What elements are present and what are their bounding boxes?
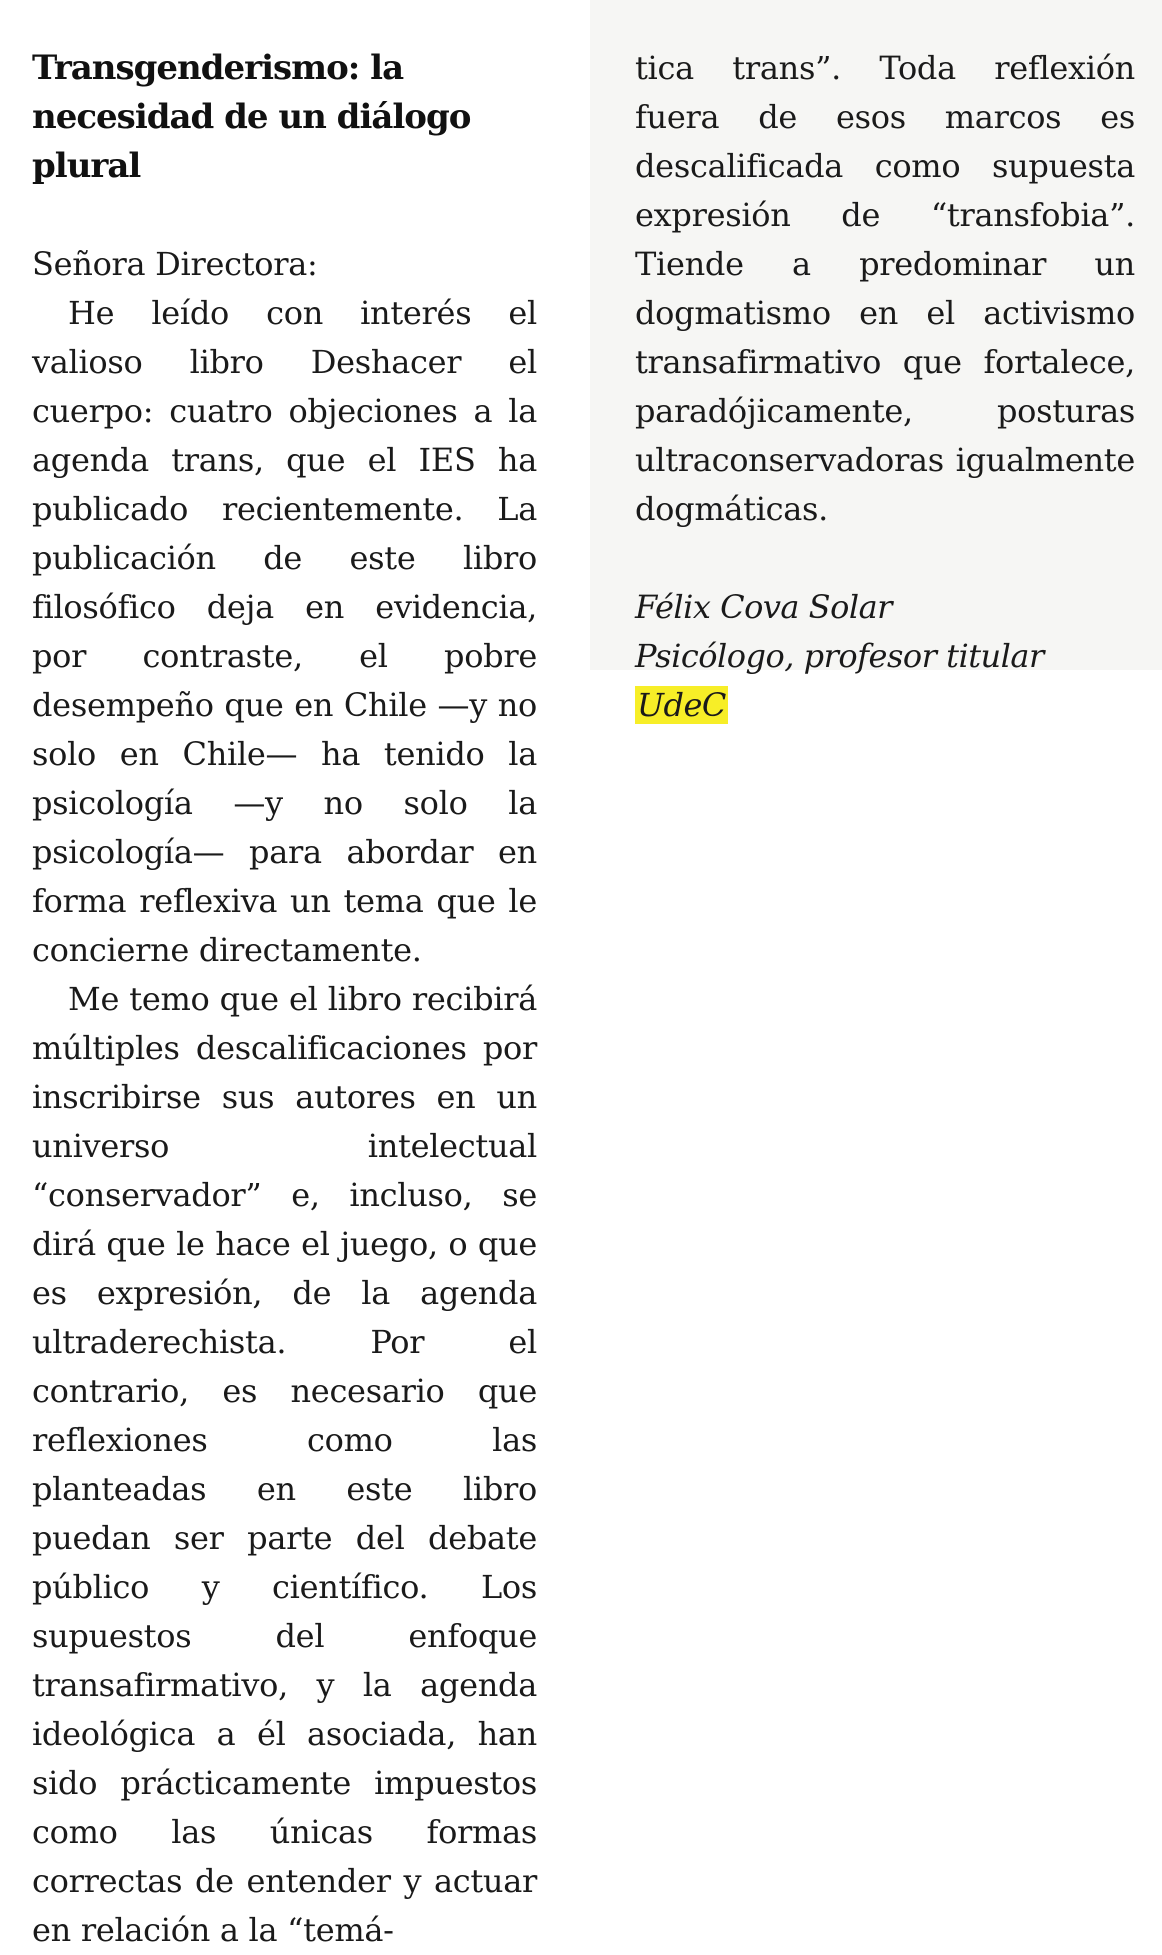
- author-name: Félix Cova Solar: [635, 588, 892, 626]
- paragraph-2-continued: tica trans”. Toda reflexión fuera de esos marcos es descalificada como supuesta expresión de “transfobia”. Tiende a predominar un dogmatismo en el activismo transafirmativo que fortalece, paradójicamente, posturas ultraconservadoras igualmente dogmáticas.: [635, 49, 1135, 528]
- right-column: [635, 44, 1135, 730]
- paragraph-2: Me temo que el libro recibirá múltiples descalificaciones por inscribirse sus autores en un universo intelectual “conservador” e, incluso, se dirá que le hace el juego, o que es expresión, de la agenda ultraderechista. Por el contrario, es necesario que reflexiones como las planteadas en este libro puedan ser parte del debate público y científico. Los supuestos del enfoque transafirmativo, y la agenda ideológica a él asociada, han sido prácticamente impuestos como las únicas formas correctas de entender y actuar en relación a la “temá-: [32, 980, 537, 1949]
- author-institution-highlight: UdeC: [637, 686, 726, 724]
- signature-block: [635, 583, 1135, 730]
- paragraph-1: He leído con interés el valioso libro Deshacer el cuerpo: cuatro objeciones a la agenda trans, que el IES ha publicado recientemente. La publicación de este libro filosófico deja en evidencia, por contraste, el pobre desempeño que en Chile —y no solo en Chile— ha tenido la psicología —y no solo la psicología— para abordar en forma reflexiva un tema que le concierne directamente.: [32, 294, 537, 969]
- headline: Transgenderismo: la necesidad de un diálogo plural: [32, 48, 471, 186]
- salutation: Señora Directora:: [32, 245, 318, 283]
- left-column: [32, 44, 537, 1955]
- author-title: Psicólogo, profesor titular: [635, 637, 1044, 675]
- author-title-line: [635, 632, 1135, 730]
